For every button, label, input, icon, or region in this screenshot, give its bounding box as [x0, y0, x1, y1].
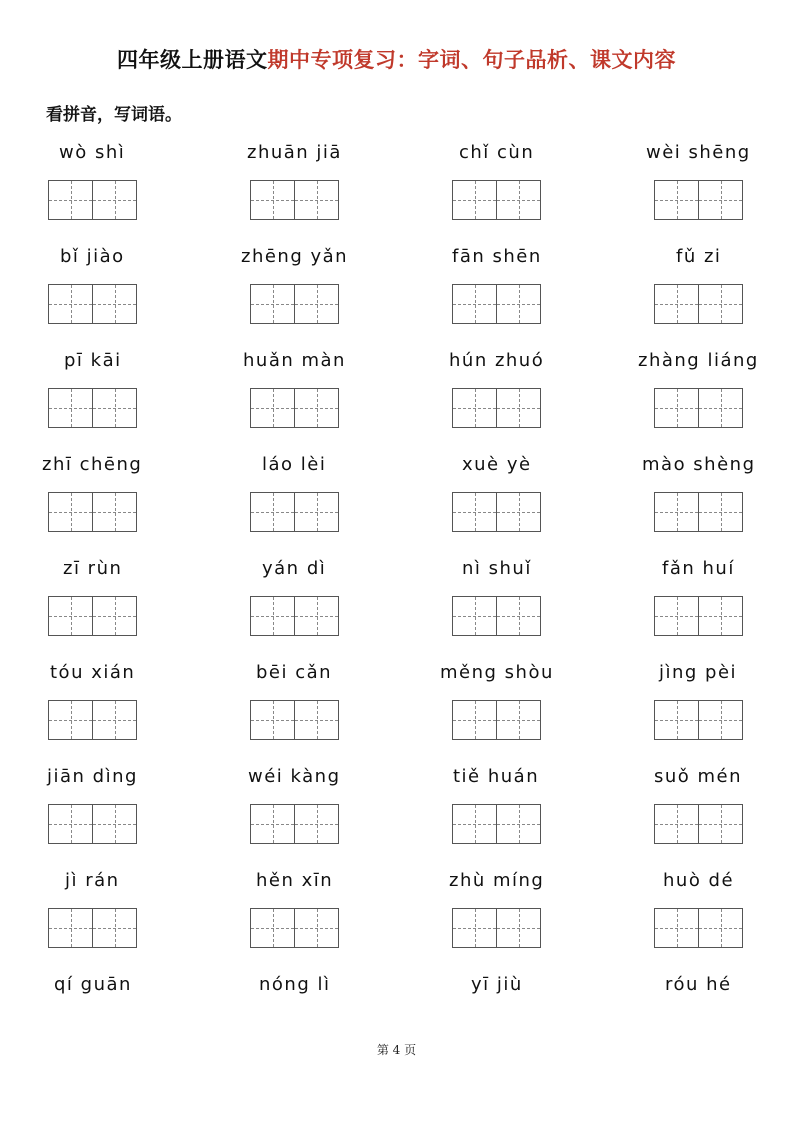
writing-box[interactable] [250, 596, 339, 636]
tianzige-square[interactable] [49, 597, 92, 635]
pinyin-label: mào shèng [642, 454, 756, 475]
tianzige-square[interactable] [251, 181, 294, 219]
tianzige-square[interactable] [698, 701, 742, 739]
writing-box[interactable] [452, 908, 541, 948]
tianzige-square[interactable] [92, 701, 136, 739]
tianzige-square[interactable] [294, 701, 338, 739]
pinyin-label: yán dì [262, 558, 327, 579]
pinyin-label: hěn xīn [256, 870, 334, 891]
writing-box[interactable] [250, 700, 339, 740]
tianzige-square[interactable] [655, 285, 698, 323]
tianzige-square[interactable] [655, 909, 698, 947]
writing-box[interactable] [250, 284, 339, 324]
tianzige-square[interactable] [49, 389, 92, 427]
writing-box[interactable] [250, 492, 339, 532]
tianzige-square[interactable] [698, 597, 742, 635]
tianzige-square[interactable] [453, 493, 496, 531]
writing-box[interactable] [452, 388, 541, 428]
pinyin-label: zhuān jiā [247, 142, 342, 163]
tianzige-square[interactable] [453, 181, 496, 219]
pinyin-label: láo lèi [262, 454, 327, 475]
writing-box[interactable] [654, 804, 743, 844]
writing-box[interactable] [654, 388, 743, 428]
tianzige-square[interactable] [92, 389, 136, 427]
pinyin-label: huǎn màn [243, 350, 346, 371]
tianzige-square[interactable] [698, 285, 742, 323]
writing-box[interactable] [654, 700, 743, 740]
tianzige-square[interactable] [49, 181, 92, 219]
tianzige-square[interactable] [251, 285, 294, 323]
tianzige-square[interactable] [655, 701, 698, 739]
tianzige-square[interactable] [496, 285, 540, 323]
pinyin-label: róu hé [665, 974, 732, 995]
tianzige-square[interactable] [251, 701, 294, 739]
tianzige-square[interactable] [496, 181, 540, 219]
tianzige-square[interactable] [49, 805, 92, 843]
writing-box[interactable] [48, 596, 137, 636]
tianzige-square[interactable] [92, 909, 136, 947]
tianzige-square[interactable] [655, 181, 698, 219]
writing-box[interactable] [452, 804, 541, 844]
tianzige-square[interactable] [92, 805, 136, 843]
tianzige-square[interactable] [698, 493, 742, 531]
writing-box[interactable] [250, 388, 339, 428]
tianzige-square[interactable] [294, 493, 338, 531]
tianzige-square[interactable] [294, 285, 338, 323]
tianzige-square[interactable] [251, 805, 294, 843]
writing-box[interactable] [48, 804, 137, 844]
tianzige-square[interactable] [496, 701, 540, 739]
writing-box[interactable] [250, 180, 339, 220]
tianzige-square[interactable] [49, 701, 92, 739]
tianzige-square[interactable] [49, 285, 92, 323]
pinyin-label: měng shòu [440, 662, 554, 683]
tianzige-square[interactable] [496, 805, 540, 843]
pinyin-label: tiě huán [453, 766, 540, 787]
pinyin-label: pī kāi [64, 350, 122, 371]
pinyin-label: jì rán [65, 870, 120, 891]
tianzige-square[interactable] [655, 493, 698, 531]
pinyin-label: wéi kàng [248, 766, 341, 787]
tianzige-square[interactable] [294, 597, 338, 635]
pinyin-label: jìng pèi [659, 662, 738, 683]
pinyin-label: chǐ cùn [459, 142, 535, 163]
pinyin-label: zhàng liáng [638, 350, 759, 371]
tianzige-square[interactable] [49, 493, 92, 531]
writing-box[interactable] [48, 180, 137, 220]
writing-box[interactable] [250, 908, 339, 948]
writing-box[interactable] [452, 284, 541, 324]
pinyin-label: wò shì [59, 142, 126, 163]
tianzige-square[interactable] [453, 909, 496, 947]
pinyin-label: xuè yè [462, 454, 532, 475]
writing-box[interactable] [48, 908, 137, 948]
tianzige-square[interactable] [92, 493, 136, 531]
tianzige-square[interactable] [294, 805, 338, 843]
tianzige-square[interactable] [453, 805, 496, 843]
tianzige-square[interactable] [698, 181, 742, 219]
writing-box[interactable] [48, 700, 137, 740]
tianzige-square[interactable] [453, 285, 496, 323]
tianzige-square[interactable] [698, 909, 742, 947]
tianzige-square[interactable] [655, 805, 698, 843]
tianzige-square[interactable] [453, 597, 496, 635]
tianzige-square[interactable] [294, 389, 338, 427]
writing-box[interactable] [452, 596, 541, 636]
pinyin-label: fǎn huí [662, 558, 735, 579]
tianzige-square[interactable] [251, 389, 294, 427]
pinyin-label: fǔ zi [676, 246, 722, 267]
tianzige-square[interactable] [92, 597, 136, 635]
pinyin-label: zhī chēng [42, 454, 143, 475]
writing-box[interactable] [48, 284, 137, 324]
tianzige-square[interactable] [496, 597, 540, 635]
writing-box[interactable] [654, 596, 743, 636]
tianzige-square[interactable] [251, 597, 294, 635]
pinyin-label: zī rùn [63, 558, 123, 579]
tianzige-square[interactable] [92, 181, 136, 219]
tianzige-square[interactable] [251, 909, 294, 947]
tianzige-square[interactable] [655, 597, 698, 635]
pinyin-label: yī jiù [471, 974, 523, 995]
writing-box[interactable] [654, 284, 743, 324]
tianzige-square[interactable] [698, 805, 742, 843]
pinyin-label: zhù míng [449, 870, 545, 891]
tianzige-square[interactable] [496, 389, 540, 427]
tianzige-square[interactable] [251, 493, 294, 531]
pinyin-label: huò dé [663, 870, 735, 891]
pinyin-label: zhēng yǎn [241, 246, 349, 267]
instruction-heading: 看拼音，写词语。 [46, 105, 182, 125]
writing-box[interactable] [654, 180, 743, 220]
writing-box[interactable] [452, 180, 541, 220]
tianzige-square[interactable] [496, 493, 540, 531]
tianzige-square[interactable] [655, 389, 698, 427]
tianzige-square[interactable] [294, 909, 338, 947]
pinyin-label: bēi cǎn [256, 662, 333, 683]
pinyin-label: fān shēn [452, 246, 542, 267]
tianzige-square[interactable] [92, 285, 136, 323]
tianzige-square[interactable] [453, 389, 496, 427]
writing-box[interactable] [654, 908, 743, 948]
writing-box[interactable] [654, 492, 743, 532]
writing-box[interactable] [250, 804, 339, 844]
writing-box[interactable] [48, 388, 137, 428]
writing-box[interactable] [48, 492, 137, 532]
tianzige-square[interactable] [698, 389, 742, 427]
page-number: 第 4 页 [376, 1043, 417, 1057]
pinyin-label: nì shuǐ [462, 558, 532, 579]
pinyin-label: qí guān [54, 974, 132, 995]
page-title [0, 44, 793, 74]
tianzige-square[interactable] [496, 909, 540, 947]
tianzige-square[interactable] [49, 909, 92, 947]
title-topic: 期中专项复习：字词、句子品析、课文内容 [267, 48, 676, 72]
writing-box[interactable] [452, 700, 541, 740]
pinyin-label: wèi shēng [646, 142, 751, 163]
tianzige-square[interactable] [453, 701, 496, 739]
pinyin-label: bǐ jiào [60, 246, 125, 267]
pinyin-label: jiān dìng [47, 766, 138, 787]
tianzige-square[interactable] [294, 181, 338, 219]
pinyin-label: hún zhuó [449, 350, 545, 371]
pinyin-label: suǒ mén [654, 766, 743, 787]
pinyin-label: tóu xián [50, 662, 136, 683]
title-grade: 四年级上册语文 [117, 48, 268, 72]
writing-box[interactable] [452, 492, 541, 532]
pinyin-label: nóng lì [259, 974, 331, 995]
